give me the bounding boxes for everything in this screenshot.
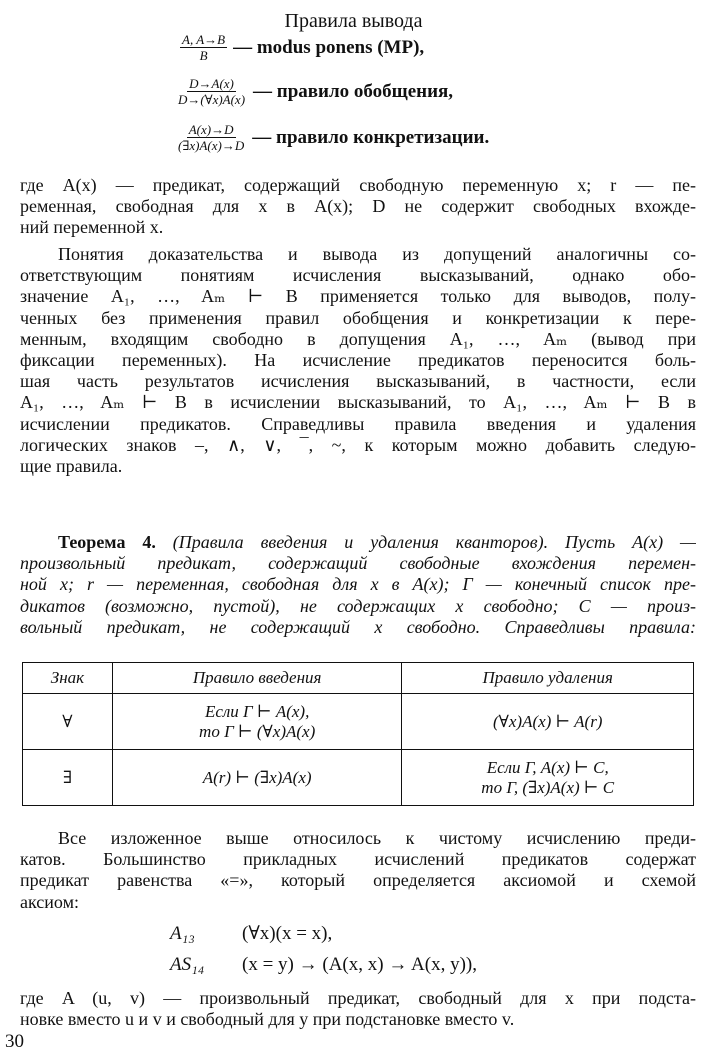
text-line: A₁, …, Aₘ ⊢ B в исчислении высказываний, то A₁, …, Aₘ ⊢ B в — [20, 392, 696, 413]
text-line: произвольный предикат, содержащий свободные вхождения перемен- — [20, 553, 696, 574]
paragraph-substitution — [20, 988, 696, 1030]
table-row — [23, 694, 694, 750]
axiom-a13 — [170, 922, 332, 945]
text-line: где A(x) — предикат, содержащий свободную переменную x; r — пе- — [20, 175, 696, 195]
table-row — [23, 750, 694, 806]
rule-concretization — [176, 122, 489, 153]
text-line: новке вместо u и v и свободный для y при подстановке вместо v. — [20, 1009, 515, 1030]
rule-numerator: A, A→B — [182, 32, 226, 47]
rule-denominator: B — [199, 48, 208, 63]
text-line: аксиом: — [20, 891, 79, 912]
text-line: ченных без применения правил обобщения и конкретизации к пере- — [20, 307, 696, 328]
rule-denominator: (∃x)A(x)→D — [178, 138, 245, 153]
theorem-4 — [20, 532, 696, 638]
page-number: 30 — [5, 1031, 24, 1052]
section-heading: Правила вывода — [284, 10, 423, 32]
cell-introduction: A(r) ⊢ (∃x)A(x) — [112, 750, 402, 806]
rule-denominator: D→(∀x)A(x) — [178, 92, 246, 107]
theorem-text: (Правила введения и удаления кванторов). Пусть A(x) — — [172, 532, 696, 552]
rule-name: — modus ponens (MP), — [233, 36, 425, 58]
text-line: ременная, свободная для x в A(x); D не содержит свободных вхожде- — [20, 196, 696, 217]
text-line: предикат равенства «=», который определяется аксиомой и схемой — [20, 870, 696, 891]
paragraph-variables — [20, 175, 696, 239]
cell-elimination: (∀x)A(x) ⊢ A(r) — [402, 694, 694, 750]
header-elimination: Правило удаления — [402, 663, 694, 694]
paragraph-proof-concepts — [20, 244, 696, 477]
text-line: ной x; r — переменная, свободная для x в A(x); Γ — конечный список пре- — [20, 574, 696, 595]
text-line: шая часть результатов исчисления высказываний, в частности, если — [20, 371, 696, 392]
cell-sign: ∀ — [23, 694, 113, 750]
text-line: менным, входящим свободно в допущения A₁, …, Aₘ (вывод при — [20, 328, 696, 349]
text-line: щие правила. — [20, 456, 123, 477]
rule-name: — правило конкретизации. — [252, 126, 490, 148]
paragraph-equality — [20, 828, 696, 913]
formula-expression: (∀x)(x = x), — [242, 923, 333, 944]
formula-label: A₁₃ — [170, 923, 195, 944]
text-line: значение A₁, …, Aₘ ⊢ B применяется только для выводов, полу- — [20, 286, 696, 307]
header-introduction: Правило введения — [112, 663, 402, 694]
text-line: Все изложенное выше относилось к чистому исчислению преди- — [58, 828, 696, 848]
table-header-row — [23, 663, 694, 694]
text-line: ний переменной x. — [20, 217, 164, 238]
formula-expression: (x = y) → (A(x, x) → A(x, y)), — [242, 954, 477, 975]
formula-label: AS₁₄ — [170, 954, 205, 975]
axiom-schema-as14 — [170, 954, 477, 976]
theorem-label: Теорема 4. — [58, 532, 156, 552]
rule-numerator: A(x)→D — [188, 122, 234, 137]
rule-fraction — [176, 122, 246, 153]
text-line: ответствующим понятиям исчисления высказываний, однако обо- — [20, 265, 696, 286]
text-line: дикатов (возможно, пустой), не содержащих x свободно; C — произ- — [20, 595, 696, 616]
rule-numerator: D→A(x) — [189, 76, 234, 91]
text-line: фиксации переменных). На исчисление предикатов переносится боль- — [20, 350, 696, 371]
rule-generalization — [176, 76, 453, 107]
cell-sign: ∃ — [23, 750, 113, 806]
cell-introduction: Если Γ ⊢ A(x), то Γ ⊢ (∀x)A(x) — [112, 694, 402, 750]
theorem-first-line — [20, 532, 696, 553]
text-line: логических знаков –, ∧, ∨, ¯, ~, к которым можно добавить следую- — [20, 434, 696, 455]
text-line: исчислении предикатов. Справедливы правила введения и удаления — [20, 413, 696, 434]
cell-elimination: Если Γ, A(x) ⊢ C, то Γ, (∃x)A(x) ⊢ C — [402, 750, 694, 806]
rule-modus-ponens — [180, 32, 424, 63]
text-line: Понятия доказательства и вывода из допущений аналогичны со- — [58, 244, 696, 264]
rule-fraction — [180, 32, 227, 63]
text-line: вольный предикат, не содержащий x свободно. Справедливы правила: — [20, 616, 696, 637]
header-sign: Знак — [23, 663, 113, 694]
text-line: катов. Большинство прикладных исчислений предикатов содержат — [20, 849, 696, 870]
rule-fraction — [176, 76, 247, 107]
rule-name: — правило обобщения, — [253, 80, 454, 102]
text-line: где A (u, v) — произвольный предикат, свободный для x при подста- — [20, 988, 696, 1008]
quantifier-rules-table — [22, 662, 694, 806]
